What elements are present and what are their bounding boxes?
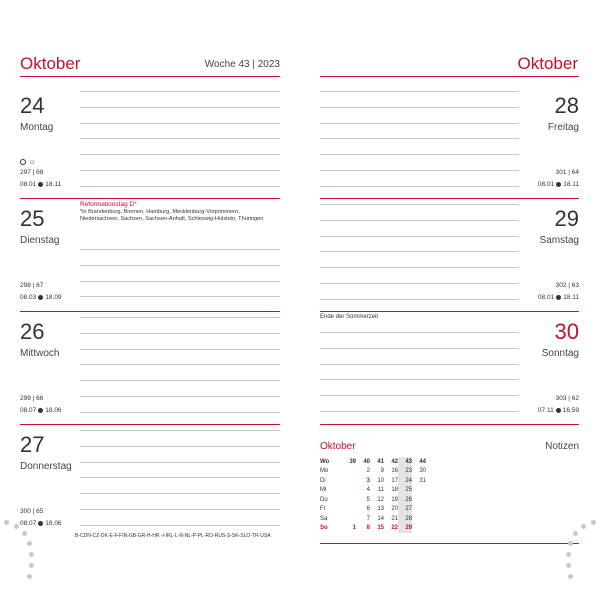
day-name: Donnerstag [20,461,72,472]
calendar-cell [412,524,426,534]
writing-lines[interactable] [80,91,280,202]
calendar-cell: 24 [398,476,412,486]
calendar-cell: So [320,525,328,532]
calendar-cell [412,505,426,515]
calendar-cell: 27 [398,505,412,515]
sun-dot-icon [38,182,43,187]
ring-dot [22,531,27,536]
day-count: 302 | 63 [555,282,579,289]
calendar-cell [342,486,356,496]
calendar-row [320,495,426,505]
ring-dot [29,563,34,568]
calendar-cell: 4 [366,487,370,494]
calendar-cell: 19 [391,496,398,503]
day-block-26[interactable] [20,311,280,424]
calendar-cell: 1 [352,525,356,532]
writing-lines[interactable] [320,204,519,315]
sun-times [538,407,579,414]
day-name: Montag [20,122,54,133]
ring-dot [568,574,573,579]
sunset-time: 18.11 [563,181,579,188]
sun-dot-icon [556,295,561,300]
writing-lines[interactable] [80,249,280,312]
calendar-cell: 12 [377,496,384,503]
day-name: Mittwoch [20,348,60,359]
calendar-cell: Sa [320,515,328,522]
calendar-cell: Fr [320,506,326,513]
mini-calendar-title: Oktober [320,441,356,452]
day-count: 300 | 65 [20,508,44,515]
calendar-row [320,467,426,477]
calendar-cell: 3 [366,477,370,484]
calendar-cell: 11 [377,487,384,494]
calendar-cell: Mi [320,487,327,494]
calendar-cell: 26 [398,495,412,505]
calendar-row [320,514,426,524]
sun-dot-icon [38,295,43,300]
calendar-header-row [320,457,426,467]
sun-times [20,294,62,301]
calendar-cell: 22 [391,525,398,532]
calendar-cell [412,495,426,505]
calendar-cell: 23 [398,467,412,477]
week-label: Woche 43 | 2023 [204,59,280,70]
sunset-time: 18.06 [45,407,62,414]
ring-dot [27,541,32,546]
sunset-time: 18.09 [45,294,62,301]
day-block-28[interactable] [320,85,579,198]
calendar-cell: 41 [377,458,384,465]
day-name: Freitag [547,122,579,133]
day-name: Sonntag [541,348,579,359]
right-page [300,0,600,600]
day-block-24[interactable] [20,85,280,198]
calendar-cell [342,476,356,486]
country-codes: B-CDN-CZ-DK-E-F-FIN-GB-GR-H-HR -I-IRL-L-N-NL-P-PL-RO-RUS-S-SK-SLO-TR-USA [75,533,271,539]
day-count: 299 | 66 [20,395,44,402]
day-count: 297 | 68 [20,169,44,176]
sunset-time: 18.06 [45,520,62,527]
day-number: 24 [20,93,45,118]
calendar-cell: 5 [366,496,370,503]
calendar-cell: 14 [377,515,384,522]
calendar-row [320,486,426,496]
calendar-cell [342,495,356,505]
calendar-cell [342,505,356,515]
ring-dot [29,552,34,557]
ring-dot [581,524,586,529]
calendar-cell: 13 [377,506,384,513]
sun-dot-icon [556,408,561,413]
calendar-cell: 8 [366,525,370,532]
calendar-cell: 18 [391,487,398,494]
notes-title: Notizen [545,441,579,452]
calendar-row [320,476,426,486]
day-block-25[interactable] [20,198,280,311]
calendar-cell: Mo [320,468,329,475]
calendar-cell: 44 [419,458,426,465]
calendar-cell: Wo [320,458,330,465]
ring-dot [14,524,19,529]
ring-dot [573,531,578,536]
month-title-left: Oktober [20,54,81,73]
sun-dot-icon [556,182,561,187]
calendar-cell: 16 [391,468,398,475]
sun-dot-icon [38,521,43,526]
ring-dot [568,541,573,546]
header-rule-left [20,76,280,77]
day-name: Samstag [539,235,579,246]
calendar-cell: 17 [391,477,398,484]
calendar-cell: 6 [366,506,370,513]
sunrise-time: 07.11 [537,407,554,414]
sunrise-time: 08.01 [20,181,37,188]
sunset-time: 18.11 [563,294,579,301]
day-divider [320,424,579,425]
calendar-cell: 28 [398,514,412,524]
notes-divider [320,543,579,544]
sun-times [20,407,62,414]
calendar-cell: Di [320,477,326,484]
sunrise-time: 08.07 [20,520,37,527]
calendar-cell: 30 [419,468,426,475]
mini-calendar [320,457,426,533]
holiday-entry [80,201,280,224]
header-rule-right [320,76,579,77]
calendar-cell: 42 [391,458,398,465]
holiday-title: Reformationstag D* [80,201,137,208]
sun-times [20,520,62,527]
writing-lines[interactable] [320,91,519,202]
calendar-cell: 31 [419,477,426,484]
day-block-29[interactable] [320,198,579,311]
writing-lines[interactable] [320,332,519,427]
ring-dot [566,563,571,568]
sunset-time: 16.59 [562,407,579,414]
calendar-cell: 20 [391,506,398,513]
sun-dot-icon [38,408,43,413]
sunrise-time: 08.01 [537,181,555,188]
day-name: Dienstag [20,235,60,246]
sunrise-time: 08.03 [20,294,37,301]
calendar-cell [412,514,426,524]
calendar-cell: 9 [380,468,384,475]
day-block-27[interactable] [20,424,280,537]
event-note: Ende der Sommerzeit [320,314,379,320]
calendar-cell: 40 [363,458,370,465]
day-number: 26 [20,319,45,344]
day-count: 298 | 67 [20,282,44,289]
holiday-note: *in Brandenburg, Bremen, Hamburg, Mecklenburg-Vorpommern, Niedersachsen, Sachsen, Sachsen-Anhalt, Schleswig-Holstein, Thüringen [80,209,264,223]
moon-icon [20,159,26,165]
day-count: 301 | 64 [555,169,579,176]
calendar-cell: 15 [377,525,384,532]
calendar-row [320,505,426,515]
day-count: 303 | 62 [555,395,579,402]
calendar-cell: Do [320,496,328,503]
calendar-cell: 39 [349,458,356,465]
calendar-cell: 29 [398,524,412,534]
writing-lines[interactable] [80,317,280,428]
month-title-right: Oktober [517,54,578,73]
calendar-cell: 2 [366,468,370,475]
sun-times [538,181,579,188]
sun-times [20,181,61,188]
calendar-cell: 21 [391,515,398,522]
day-number: 28 [554,93,579,118]
calendar-row [320,524,426,534]
sun-times [538,294,579,301]
sunset-time: 18.11 [45,181,62,188]
calendar-cell: 7 [366,515,370,522]
sunrise-time: 08.07 [20,407,37,414]
day-number: 27 [20,432,45,457]
day-block-30[interactable] [320,311,579,424]
calendar-cell: 10 [377,477,384,484]
ring-dot [27,574,32,579]
calendar-cell [342,467,356,477]
calendar-cell: 43 [398,457,412,467]
ring-dot [4,520,9,525]
calendar-cell [342,514,356,524]
ring-dot [566,552,571,557]
sun-symbol-icon: ☼ [28,157,36,166]
calendar-cell: 25 [398,486,412,496]
ring-dot [591,520,596,525]
day-number: 30 [554,319,579,344]
day-number: 29 [554,206,579,231]
sunrise-time: 08.01 [537,294,555,301]
writing-lines[interactable] [80,430,280,541]
moon-phase [20,157,36,166]
calendar-cell [412,486,426,496]
day-number: 25 [20,206,45,231]
